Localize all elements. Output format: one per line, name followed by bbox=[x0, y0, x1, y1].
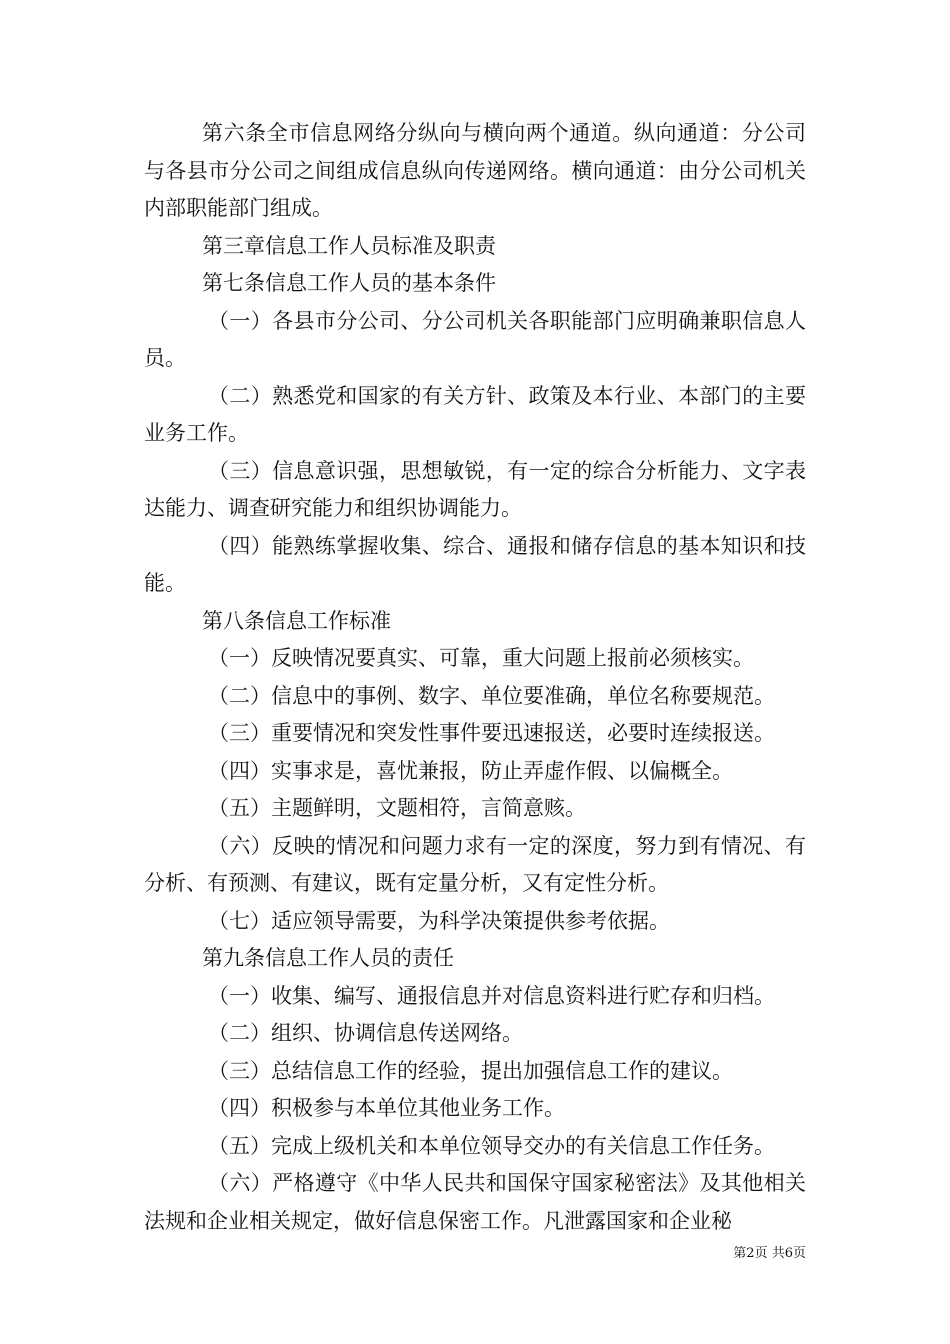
list-item: （六）严格遵守《中华人民共和国保守国家秘密法》及其他相关法规和企业相关规定，做好信息保密工作。凡泄露国家和企业秘 bbox=[144, 1171, 806, 1233]
list-item: （二）信息中的事例、数字、单位要准确，单位名称要规范。 bbox=[208, 683, 775, 708]
page-number-footer bbox=[733, 1245, 806, 1263]
list-item: （七）适应领导需要，为科学决策提供参考依据。 bbox=[208, 908, 670, 933]
footer-suffix: 页 bbox=[792, 1246, 806, 1261]
list-item: （二）组织、协调信息传送网络。 bbox=[208, 1021, 523, 1045]
footer-middle: 页 共 bbox=[754, 1246, 785, 1261]
list-item: （五）主题鲜明，文题相符，言简意赅。 bbox=[208, 796, 586, 820]
list-item: （六）反映的情况和问题力求有一定的深度，努力到有情况、有分析、有预测、有建议，既有定量分析，又有定性分析。 bbox=[144, 833, 806, 895]
chapter-3-heading: 第三章信息工作人员标准及职责 bbox=[202, 233, 496, 258]
list-item: （一）各县市分公司、分公司机关各职能部门应明确兼职信息人员。 bbox=[144, 308, 806, 370]
article-8-heading: 第八条信息工作标准 bbox=[202, 608, 391, 633]
document-body bbox=[0, 115, 950, 1240]
list-item: （三）重要情况和突发性事件要迅速报送，必要时连续报送。 bbox=[208, 721, 775, 745]
list-item: （三）总结信息工作的经验，提出加强信息工作的建议。 bbox=[208, 1058, 733, 1083]
list-item: （五）完成上级机关和本单位领导交办的有关信息工作任务。 bbox=[208, 1133, 775, 1158]
list-item: （二）熟悉党和国家的有关方针、政策及本行业、本部门的主要业务工作。 bbox=[144, 383, 806, 445]
list-item: （一）收集、编写、通报信息并对信息资料进行贮存和归档。 bbox=[208, 983, 775, 1008]
list-item: （四）能熟练掌握收集、综合、通报和储存信息的基本知识和技能。 bbox=[144, 533, 806, 595]
list-item: （四）积极参与本单位其他业务工作。 bbox=[208, 1096, 565, 1120]
article-9-heading: 第九条信息工作人员的责任 bbox=[202, 946, 454, 970]
paragraph-article-6: 第六条全市信息网络分纵向与横向两个通道。纵向通道：分公司与各县市分公司之间组成信息纵向传递网络。横向通道：由分公司机关内部职能部门组成。 bbox=[144, 121, 806, 220]
list-item: （四）实事求是，喜忧兼报，防止弄虚作假、以偏概全。 bbox=[208, 758, 733, 783]
article-7-heading: 第七条信息工作人员的基本条件 bbox=[202, 271, 496, 295]
list-item: （一）反映情况要真实、可靠，重大问题上报前必须核实。 bbox=[208, 646, 754, 670]
footer-prefix: 第 bbox=[733, 1246, 747, 1261]
total-page-number: 6 bbox=[784, 1246, 793, 1261]
list-item: （三）信息意识强，思想敏锐，有一定的综合分析能力、文字表达能力、调查研究能力和组织协调能力。 bbox=[144, 458, 806, 520]
current-page-number: 2 bbox=[746, 1246, 755, 1261]
